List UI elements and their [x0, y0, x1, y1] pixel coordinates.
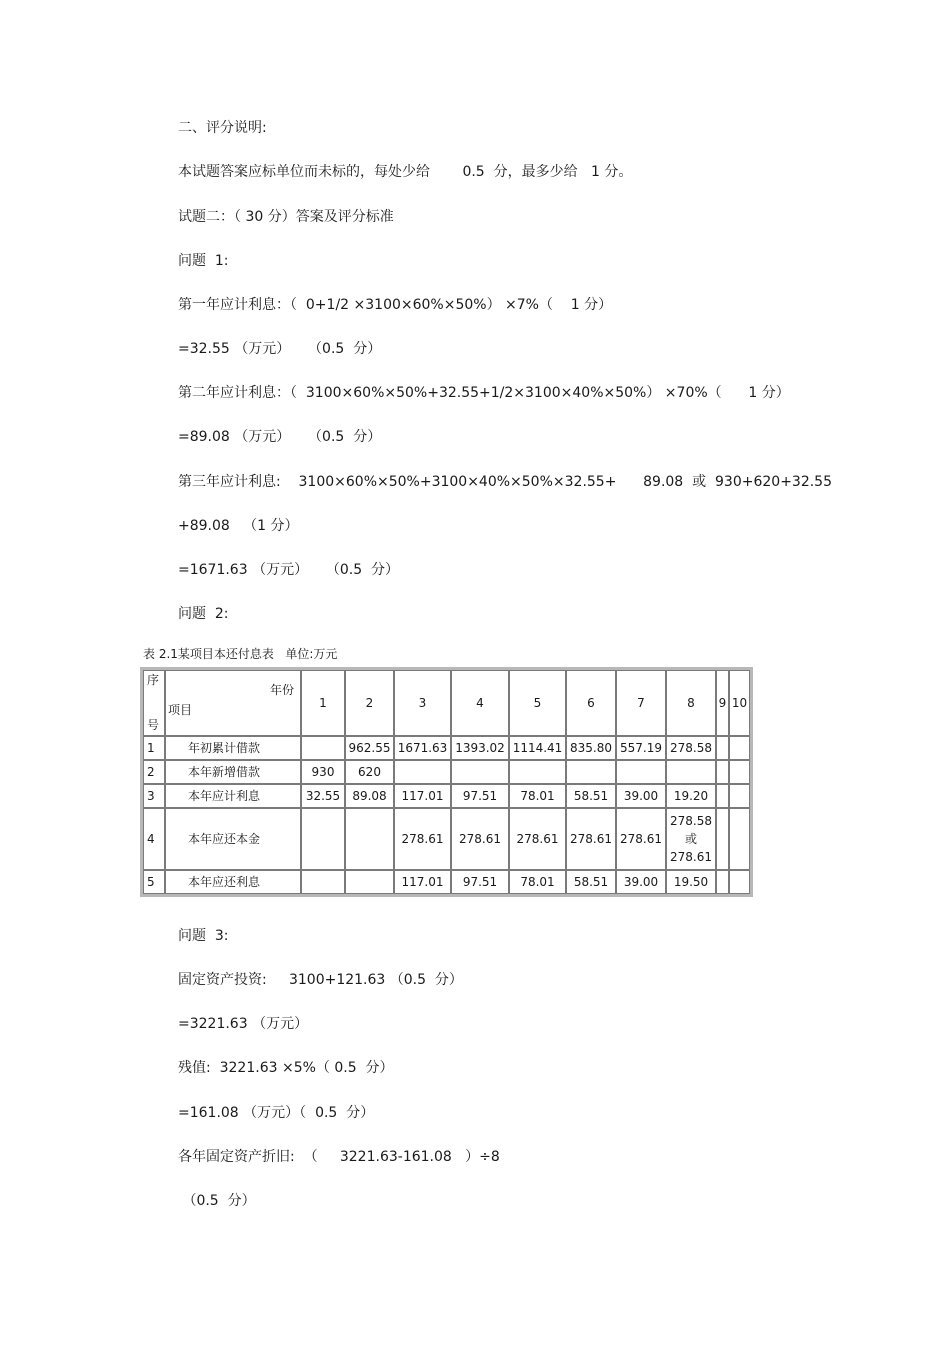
header-year: 6: [566, 670, 616, 736]
depreciation-formula: 各年固定资产折旧: （ 3221.63-161.08 ）÷8: [178, 1149, 500, 1165]
table-cell: [301, 870, 345, 894]
table-cell: 278.58: [666, 736, 716, 760]
table-cell: [716, 808, 729, 870]
table-cell: [716, 870, 729, 894]
table-cell: 117.01: [394, 870, 451, 894]
depreciation-score: （0.5 分）: [178, 1193, 256, 1209]
header-year: 5: [509, 670, 566, 736]
year3-interest-result: =1671.63 （万元） （0.5 分）: [178, 562, 400, 578]
problem-2-heading: 问题 2:: [178, 606, 229, 622]
table-cell: [729, 760, 750, 784]
table-cell: 278.61: [616, 808, 666, 870]
header-seq-top: 序: [147, 673, 160, 687]
table-row: [143, 870, 750, 894]
table-cell: [729, 870, 750, 894]
table-cell: [394, 760, 451, 784]
header-year: 10: [729, 670, 750, 736]
table-cell: 1671.63: [394, 736, 451, 760]
table-cell: 39.00: [616, 784, 666, 808]
table-row: [143, 784, 750, 808]
table-cell: [566, 760, 616, 784]
table-row: [143, 760, 750, 784]
header-item-cell: [165, 670, 301, 736]
table-cell: 835.80: [566, 736, 616, 760]
table-cell: [301, 736, 345, 760]
table-cell: 278.61: [566, 808, 616, 870]
table-cell: [716, 760, 729, 784]
header-year: 8: [666, 670, 716, 736]
row-seq: 1: [143, 736, 165, 760]
residual-value-formula: 残值: 3221.63 ×5%（ 0.5 分）: [178, 1060, 394, 1076]
header-seq-bottom: 号: [147, 718, 160, 732]
table-cell: 97.51: [451, 870, 509, 894]
row-seq: 4: [143, 808, 165, 870]
table-cell: 32.55: [301, 784, 345, 808]
table-cell: 78.01: [509, 784, 566, 808]
table-cell: 620: [345, 760, 394, 784]
table-caption: 表 2.1某项目本还付息表 单位:万元: [143, 647, 338, 661]
table-cell: [716, 736, 729, 760]
row-item-label: 年初累计借款: [165, 736, 301, 760]
table-cell: 278.61: [509, 808, 566, 870]
header-seq-cell: [143, 670, 165, 736]
table-cell: [509, 760, 566, 784]
alt-or: 或: [684, 832, 697, 846]
table-cell: 19.50: [666, 870, 716, 894]
table-cell: 278.61: [394, 808, 451, 870]
row-item-label: 本年应还本金: [165, 808, 301, 870]
problem-1-heading: 问题 1:: [178, 253, 229, 269]
table-cell: 19.20: [666, 784, 716, 808]
table-cell: 278.61: [451, 808, 509, 870]
table-row: [143, 736, 750, 760]
alt-value-b: 278.61: [670, 850, 712, 864]
header-item-label: 项目: [168, 703, 193, 717]
table-cell: [716, 784, 729, 808]
year3-interest-formula: 第三年应计利息: 3100×60%×50%+3100×40%×50%×32.55+ 89.08 或 930+620+32.55: [178, 474, 833, 490]
header-year: 3: [394, 670, 451, 736]
header-year: 7: [616, 670, 666, 736]
table-cell-alternative: [666, 808, 716, 870]
scoring-rule-text: 本试题答案应标单位而未标的，每处少给 0.5 分，最多少给 1 分。: [178, 164, 633, 180]
table-cell: [729, 808, 750, 870]
fixed-asset-investment: 固定资产投资: 3100+121.63 （0.5 分）: [178, 972, 463, 988]
table-header-row: [143, 670, 750, 736]
row-seq: 3: [143, 784, 165, 808]
table-cell: 930: [301, 760, 345, 784]
table-row: [143, 808, 750, 870]
table-cell: 97.51: [451, 784, 509, 808]
table-cell: [616, 760, 666, 784]
header-year: 9: [716, 670, 729, 736]
table-cell: 58.51: [566, 870, 616, 894]
repayment-table: [140, 667, 753, 897]
section-heading-scoring: 二、评分说明:: [178, 120, 267, 136]
table-cell: [666, 760, 716, 784]
table-cell: 1114.41: [509, 736, 566, 760]
table-cell: [301, 808, 345, 870]
header-year: 2: [345, 670, 394, 736]
row-item-label: 本年新增借款: [165, 760, 301, 784]
residual-value-result: =161.08 （万元）（ 0.5 分）: [178, 1105, 375, 1121]
header-year: 4: [451, 670, 509, 736]
table-cell: [729, 784, 750, 808]
table-cell: 962.55: [345, 736, 394, 760]
table-cell: [345, 808, 394, 870]
year1-interest-formula: 第一年应计利息：（ 0+1/2 ×3100×60%×50%） ×7%（ 1 分）: [178, 297, 613, 313]
table-cell: 39.00: [616, 870, 666, 894]
row-item-label: 本年应还利息: [165, 870, 301, 894]
fixed-asset-result: =3221.63 （万元）: [178, 1016, 309, 1032]
table-cell: [451, 760, 509, 784]
table-cell: [345, 870, 394, 894]
table-cell: [729, 736, 750, 760]
table-cell: 557.19: [616, 736, 666, 760]
year1-interest-result: =32.55 （万元） （0.5 分）: [178, 341, 382, 357]
problem-3-heading: 问题 3:: [178, 928, 229, 944]
row-seq: 5: [143, 870, 165, 894]
row-item-label: 本年应计利息: [165, 784, 301, 808]
table-cell: 117.01: [394, 784, 451, 808]
alt-value-a: 278.58: [670, 814, 712, 828]
question-two-title: 试题二：（ 30 分）答案及评分标准: [178, 209, 394, 225]
year2-interest-formula: 第二年应计利息：（ 3100×60%×50%+32.55+1/2×3100×40%×50%） ×70%（ 1 分）: [178, 385, 790, 401]
year2-interest-result: =89.08 （万元） （0.5 分）: [178, 429, 382, 445]
table-cell: 78.01: [509, 870, 566, 894]
table-cell: 58.51: [566, 784, 616, 808]
table-cell: 89.08: [345, 784, 394, 808]
row-seq: 2: [143, 760, 165, 784]
table-cell: 1393.02: [451, 736, 509, 760]
year3-interest-formula-cont: +89.08 （1 分）: [178, 518, 299, 534]
header-year-label: 年份: [269, 683, 294, 697]
header-year: 1: [301, 670, 345, 736]
